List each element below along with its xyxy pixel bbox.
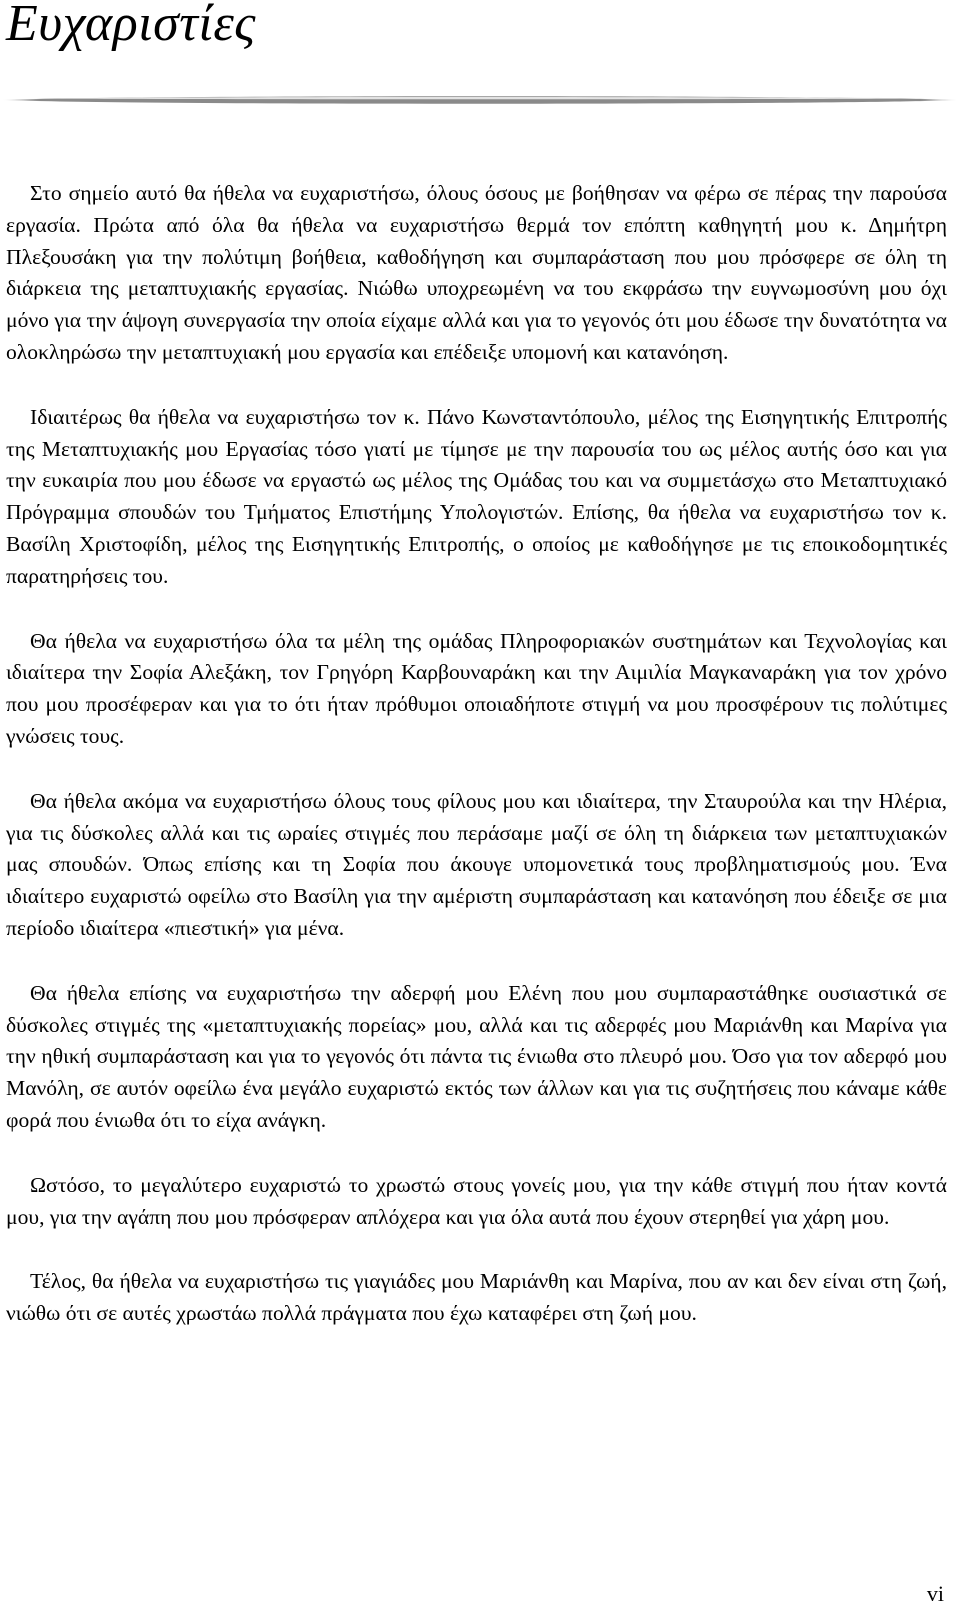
page-heading: Ευχαριστίες — [6, 0, 256, 52]
paragraph: Θα ήθελα επίσης να ευχαριστήσω την αδερφή μου Ελένη που μου συμπαραστάθηκε ουσιαστικά σε δύσκολες στιγμές της «μεταπτυχιακής πορείας» μου, αλλά και τις αδερφές μου Μαριάνθη και Μαρίνα για την ηθική συμπαράσταση και για το γεγονός ότι πάντα τις ένιωθα στο πλευρό μου. Όσο για τον αδερφό μου Μανόλη, σε αυτόν οφείλω ένα μεγάλο ευχαριστώ εκτός των άλλων και για τις συζητήσεις που κάναμε κάθε φορά που ένιωθα ότι το είχα ανάγκη. — [6, 980, 947, 1132]
paragraph: Τέλος, θα ήθελα να ευχαριστήσω τις γιαγιάδες μου Μαριάνθη και Μαρίνα, που αν και δεν είναι στη ζωή, νιώθω ότι σε αυτές χρωστάω πολλά πράγματα που έχω καταφέρει στη ζωή μου. — [6, 1269, 947, 1326]
paragraph: Ωστόσο, το μεγαλύτερο ευχαριστώ το χρωστώ στους γονείς μου, για την κάθε στιγμή που ήταν κοντά μου, για την αγάπη που μου πρόσφεραν απλόχερα και για όλα αυτά που έχουν στερηθεί για χάρη μου. — [6, 1172, 947, 1229]
title-underline-rule — [0, 88, 960, 112]
paragraph: Στο σημείο αυτό θα ήθελα να ευχαριστήσω, όλους όσους με βοήθησαν να φέρω σε πέρας την παρούσα εργασία. Πρώτα από όλα θα ήθελα να ευχαριστήσω θερμά τον επόπτη καθηγητή μου κ. Δημήτρη Πλεξουσάκη για την πολύτιμη βοήθεια, καθοδήγηση και συμπαράσταση που μου πρόσφερε σε όλη τη διάρκεια της μεταπτυχιακής εργασίας. Νιώθω υποχρεωμένη να του εκφράσω την ευγνωμοσύνη μου όχι μόνο για την άψογη συνεργασία την οποία είχαμε αλλά και για το γεγονός ότι μου έδωσε την δυνατότητα να ολοκληρώσω την μεταπτυχιακή μου εργασία και επέδειξε υπομονή και κατανόηση. — [6, 181, 947, 364]
page-number: vi — [926, 1581, 944, 1606]
acknowledgements-body — [6, 178, 947, 1330]
paragraph: Θα ήθελα να ευχαριστήσω όλα τα μέλη της ομάδας Πληροφοριακών συστημάτων και Τεχνολογίας και ιδιαίτερα την Σοφία Αλεξάκη, τον Γρηγόρη Καρβουναράκη και την Αιμιλία Μαγκαναράκη για τον χρόνο που μου προσέφεραν και για το ότι ήταν πρόθυμοι οποιαδήποτε στιγμή να μου προσφέρουν τις πολύτιμες γνώσεις τους. — [6, 628, 947, 748]
paragraph: Θα ήθελα ακόμα να ευχαριστήσω όλους τους φίλους μου και ιδιαίτερα, την Σταυρούλα και την Ηλέρια, για τις δύσκολες αλλά και τις ωραίες στιγμές που περάσαμε μαζί σε όλη τη διάρκεια των μεταπτυχιακών μας σπουδών. Όπως επίσης και τη Σοφία που άκουγε υπομονετικά τους προβληματισμούς μου. Ένα ιδιαίτερο ευχαριστώ οφείλω στο Βασίλη για την αμέριστη συμπαράσταση και κατανόηση που έδειξε σε μια περίοδο ιδιαίτερα «πιεστική» για μένα. — [6, 788, 947, 940]
paragraph: Ιδιαιτέρως θα ήθελα να ευχαριστήσω τον κ. Πάνο Κωνσταντόπουλο, μέλος της Εισηγητικής Επιτροπής της Μεταπτυχιακής μου Εργασίας τόσο γιατί με τίμησε με την παρουσία του ως μέλος αυτής όσο και για την ευκαιρία που μου έδωσε να εργαστώ ως μέλος της Ομάδας του και να συμμετάσχω στο Μεταπτυχιακό Πρόγραμμα σπουδών του Τμήματος Επιστήμης Υπολογιστών. Επίσης, θα ήθελα να ευχαριστήσω τον κ. Βασίλη Χριστοφίδη, μέλος της Εισηγητικής Επιτροπής, ο οποίος με καθοδήγησε με τις εποικοδομητικές παρατηρήσεις του. — [6, 404, 947, 588]
